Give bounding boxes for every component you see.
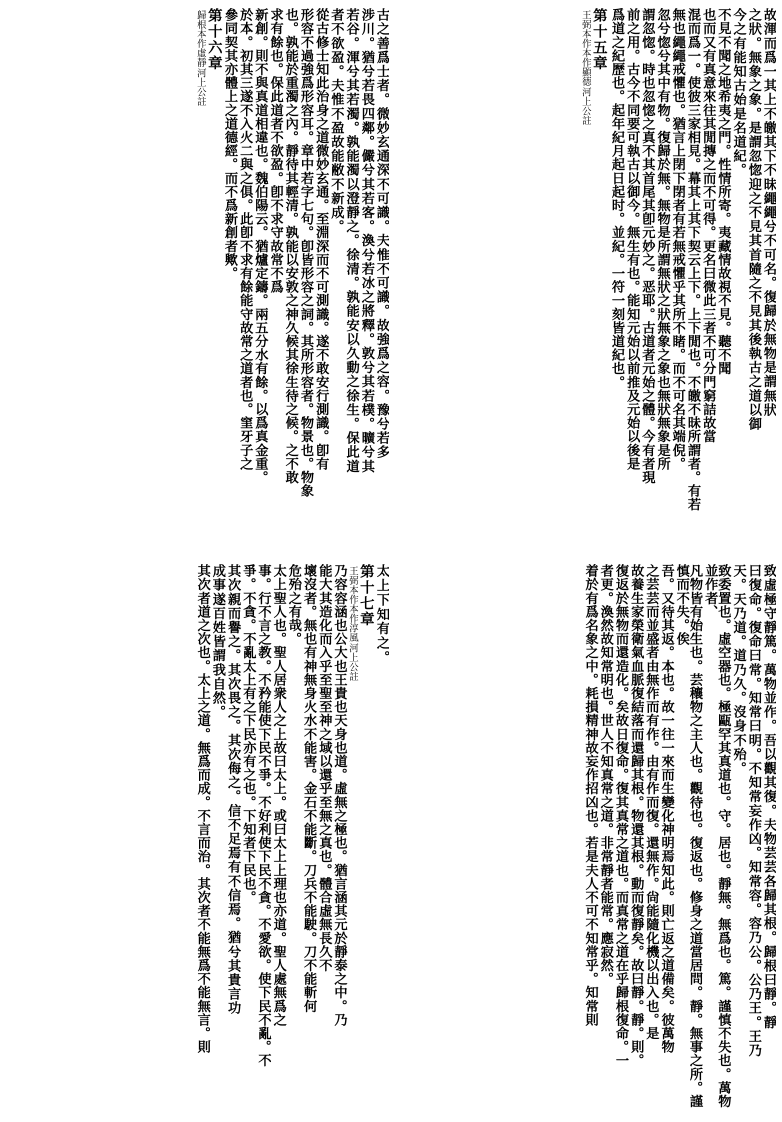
annotation-line: 本作顯德 <box>579 48 591 87</box>
text-columns-top-left <box>6 8 389 558</box>
commentary-column: 者更。渙然故知常明也。世人不知真常之道。非常靜者能常。應寂然。 <box>597 564 613 986</box>
chapter-title: 第十五章 <box>590 8 608 72</box>
text-column: 古之善爲士者。微妙玄通深不可識。夫惟不可識。故強爲之容。豫兮若多 <box>374 8 389 460</box>
text-column: 者不欲盈。夫惟不盈故能敝不新成。 <box>328 8 344 234</box>
text-column: 成事遂百姓皆謂我自然。 <box>209 564 225 720</box>
annotation-line: 歸根 <box>194 10 206 30</box>
text-column: 今之有能知古始是名道紀。 <box>730 8 746 178</box>
commentary-column: 事。行不言之教。不矜能使下民不爭。不好利使下民不貪。不愛欲。使下民不亂。不 <box>255 564 271 1068</box>
text-column: 涉川。猶兮若畏四鄰。儼兮其若客。渙兮若冰之將釋。敦兮其若樸。曠兮其 <box>358 8 374 474</box>
commentary-column: 能大其造化而入乎至聖至神之域以還乎至無之真也。體合虛無長久不 <box>316 564 332 972</box>
commentary-column: 乃容容涵也公大也王貴也天身也道。虛無之極也。猶言涵其元於靜泰之中。乃 <box>331 564 347 1027</box>
chapter-heading-16 <box>194 8 221 558</box>
chapter-annotation <box>579 8 590 125</box>
commentary-column: 復返於無物而還造化。矣故日復命。復其真常之道也。而真常之道在乎歸根復命。一 <box>612 564 628 1068</box>
panel-top-left <box>6 8 389 558</box>
commentary-column: 之芸芸而並盛者由無作而有作。由有作而復。還無作。尙能隨化機以出入也。是 <box>643 564 659 1040</box>
commentary-column: 吾。又待其返。本也。故一往一來而生變化神明焉知此。則亡返之道備矣。彼萬物 <box>658 564 674 1054</box>
commentary-column: 其次者道之次也。太上之道。無爲而成。不言而治。其次者不能無爲不能無言。則 <box>194 564 210 1054</box>
text-column: 太上下知有之。 <box>374 564 389 665</box>
commentary-column: 謂忽惚。時也忽惚之真不其首尾其卽元妙之。恶耶。古道者元始之體。今有者現 <box>639 8 655 484</box>
commentary-column: 不見不聞之地希夷之門。性情所寄。夷藏情故視不見。聽不聞 <box>715 8 731 376</box>
commentary-column: 也。孰能於重濁之內。靜待其輕清。孰能以安敦之神久候其徐生待之候。之不敢 <box>282 8 298 484</box>
annotation-line: 本作虛靜 <box>194 29 206 68</box>
commentary-column: 求有餘也。保此道者不欲盈。卽不求守故常不爲 <box>267 8 283 294</box>
commentary-column: 也而又有真意來往其閒摶之而不可得。更名曰微此三者不可分門窮詰故當 <box>700 8 716 444</box>
commentary-column: 着於有爲名象之中。耗損精神故妄作招凶也。若是夫人不可不知常乎。知常則 <box>582 564 598 1027</box>
commentary-column: 凡物皆有始生也。芸穰物之主人也。觀待也。復返也。修身之道當居問。靜。無事之所。謹慎而不失。俟 <box>673 564 702 1108</box>
annotation-line: 河上公註 <box>579 86 591 126</box>
panel-top-right <box>393 8 776 558</box>
text-column: 致虛極守靜篤。萬物並作。吾以觀其復。夫物芸芸各歸其根。歸根曰靜。靜 <box>761 564 776 1030</box>
text-column: 故渾而爲一其上不皦其下不昧繩繩兮不可名。復歸於無物是謂無狀 <box>761 8 776 417</box>
annotation-line: 河上公註 <box>346 642 358 682</box>
text-columns-top-right <box>393 8 776 558</box>
annotation-line: 王弼本作 <box>346 566 358 605</box>
commentary-column: 無也繩繩戒懼也。猶言上閉下閉者有若無戒懼乎其所不睹。而不可名其端倪。 <box>669 8 685 471</box>
text-column: 曰復命。復命曰常。知常曰明。不知常妄作凶。知常容。容乃公。公乃王。王乃 <box>745 564 761 1058</box>
four-panel-layout <box>6 8 776 1114</box>
chapter-title: 第十六章 <box>205 8 223 72</box>
commentary-column: 爲道之紀歷也。起年紀月起日起时。並紀。一符一刻皆道紀也。 <box>608 8 624 389</box>
commentary-column: 參同契其亦體上之道德經。而不爲新創者歟。 <box>221 8 237 280</box>
commentary-column: 形容不過強爲形容耳。章中若字七句。卽皆形容之詞。其所形容者。物景也。物象 <box>297 8 313 498</box>
text-column: 若谷。渾兮其若濁。孰能濁以澄靜之。徐清。孰能安以久動之徐生。保此道 <box>343 8 359 474</box>
panel-bottom-right <box>393 564 776 1114</box>
text-column: 之狀。無象之象。是謂忽惚迎之不見其首隨之不見其後執古之道以御 <box>745 8 761 431</box>
commentary-column: 壞沒者。無也有神無身火水不能害。金石不能斷。刀兵不能駛。刀不能斬何 <box>301 564 317 1013</box>
commentary-column: 混而爲一。使彼三家相見。幕其上其下契云上下。上下閒也。不皦不昧所謂者。有若 <box>684 8 700 512</box>
chapter-annotation <box>194 8 205 106</box>
commentary-column: 從古修士知此治身之道微妙玄通。至淵深而不可測識。遂不敢安行測識。卽有 <box>313 8 329 471</box>
annotation-line: 河上公註 <box>194 67 206 106</box>
panel-bottom-left <box>6 564 389 1114</box>
chapter-title: 第十七章 <box>357 564 375 628</box>
commentary-column: 前之用。古今不同要可執古以御今。無生有也。能知元始以前推及元始以後是 <box>624 8 640 471</box>
text-columns-bottom-right <box>393 564 776 1114</box>
annotation-line: 王弼本作 <box>579 10 591 49</box>
text-column: 其次親而譽之。其次畏之。其次侮之。信不足焉有不信焉。猶兮其貴言功 <box>225 564 241 1016</box>
commentary-column: 於本。初其三遂不入火二與之俱。此卽不求有餘能守故常之道者也。窐牙子之 <box>237 8 253 471</box>
commentary-column: 危殆之有哉。 <box>285 564 301 646</box>
text-columns-bottom-left <box>6 564 389 1114</box>
commentary-column: 致委置也。虛空器也。極甌罕其真道也。守。居也。靜無。無爲也。篤。謹慎不失也。萬物並作者、 <box>702 564 731 1108</box>
commentary-column: 故養生家榮衛氣血脈復結落而還歸其根。物還其根。動而復靜矣。故曰靜。靜。則。 <box>628 564 644 1068</box>
commentary-column: 爭。不貪。不亂太上有之下民亦有之也。下知者下民也。 <box>240 564 256 904</box>
commentary-column: 新創。則不與真道相違也。魏伯陽云。猶爐定鑄。兩五分水有餘。以爲真金重。 <box>252 8 268 484</box>
chapter-heading-15 <box>579 8 606 558</box>
commentary-column: 忽兮惚兮其中有物。復歸於無。無物是所謂無狀之狀無象之象也無狀無象是所 <box>654 8 670 471</box>
commentary-column: 太上聖人也。聖人居衆人之上故曰太上。或曰太上上理也亦道。聖人處無爲之 <box>270 564 286 1027</box>
chapter-heading-17 <box>347 564 374 1114</box>
annotation-line: 本作淳風 <box>346 604 358 643</box>
chapter-annotation <box>347 564 358 681</box>
text-column: 天。天乃道。道乃久。沒身不殆。 <box>730 564 746 776</box>
